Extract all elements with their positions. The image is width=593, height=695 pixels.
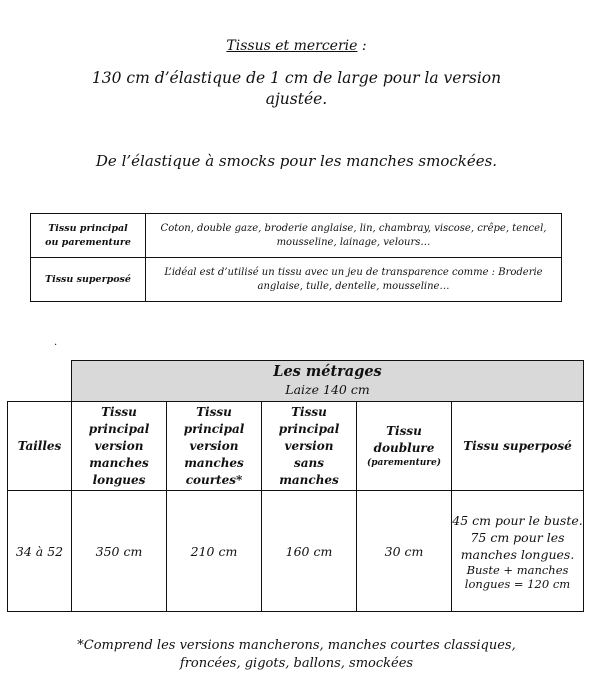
section-heading [0, 38, 593, 54]
cell-long: 350 cm [72, 491, 167, 612]
subtitle-text: Laize 140 cm [285, 382, 370, 397]
elastic-paragraph: 130 cm d’élastique de 1 cm de large pour la version ajustée. [91, 69, 502, 108]
cell-taille: 34 à 52 [8, 491, 72, 612]
col-header-doublure: Tissu doublure (parementure) [357, 402, 452, 491]
col-header-sleeveless: Tissu principal version sans manches [262, 402, 357, 491]
fabric-label [31, 214, 146, 258]
col-header-long: Tissu principal version manches longues [72, 402, 167, 491]
table-row [8, 491, 584, 612]
metrages-table [7, 360, 584, 612]
cell-superpose [452, 491, 584, 612]
label-line: Tissu principal [48, 222, 128, 234]
metrages-title [72, 361, 584, 402]
table-header-row [8, 402, 584, 491]
table-row [31, 214, 562, 258]
table-row [31, 258, 562, 302]
superpose-line: 75 cm pour les manches longues. [460, 529, 575, 562]
smocks-paragraph: De l’élastique à smocks pour les manches smockées. [95, 152, 498, 170]
fabric-value: L’idéal est d’utilisé un tissu avec un jeu de transparence comme : Broderie anglaise, tulle, dentelle, mousseline… [146, 258, 562, 302]
title-text: Les métrages [273, 363, 382, 380]
heading-title: Tissus et mercerie [226, 38, 358, 54]
fabric-table [30, 213, 562, 302]
col-header-short: Tissu principal version manches courtes* [167, 402, 262, 491]
col-header-tailles: Tailles [8, 402, 72, 491]
cell-sleeveless: 160 cm [262, 491, 357, 612]
cell-short: 210 cm [167, 491, 262, 612]
table-title-row [8, 361, 584, 402]
footnote: *Comprend les versions mancherons, manches courtes classiques, froncées, gigots, ballons, smockées [77, 638, 516, 671]
heading-suffix: : [357, 38, 367, 54]
col-header-superpose: Tissu superposé [452, 402, 584, 491]
blank-cell [8, 361, 72, 402]
label-line: ou parementure [45, 236, 131, 248]
superpose-total: Buste + manches longues = 120 cm [464, 562, 571, 591]
cell-doublure: 30 cm [357, 491, 452, 612]
fabric-value: Coton, double gaze, broderie anglaise, lin, chambray, viscose, crêpe, tencel, mousseline, lainage, velours… [146, 214, 562, 258]
stray-dot: . [54, 337, 58, 348]
superpose-line: 45 cm pour le buste. [452, 512, 583, 528]
label-line: Tissu superposé [45, 273, 131, 285]
fabric-label [31, 258, 146, 302]
